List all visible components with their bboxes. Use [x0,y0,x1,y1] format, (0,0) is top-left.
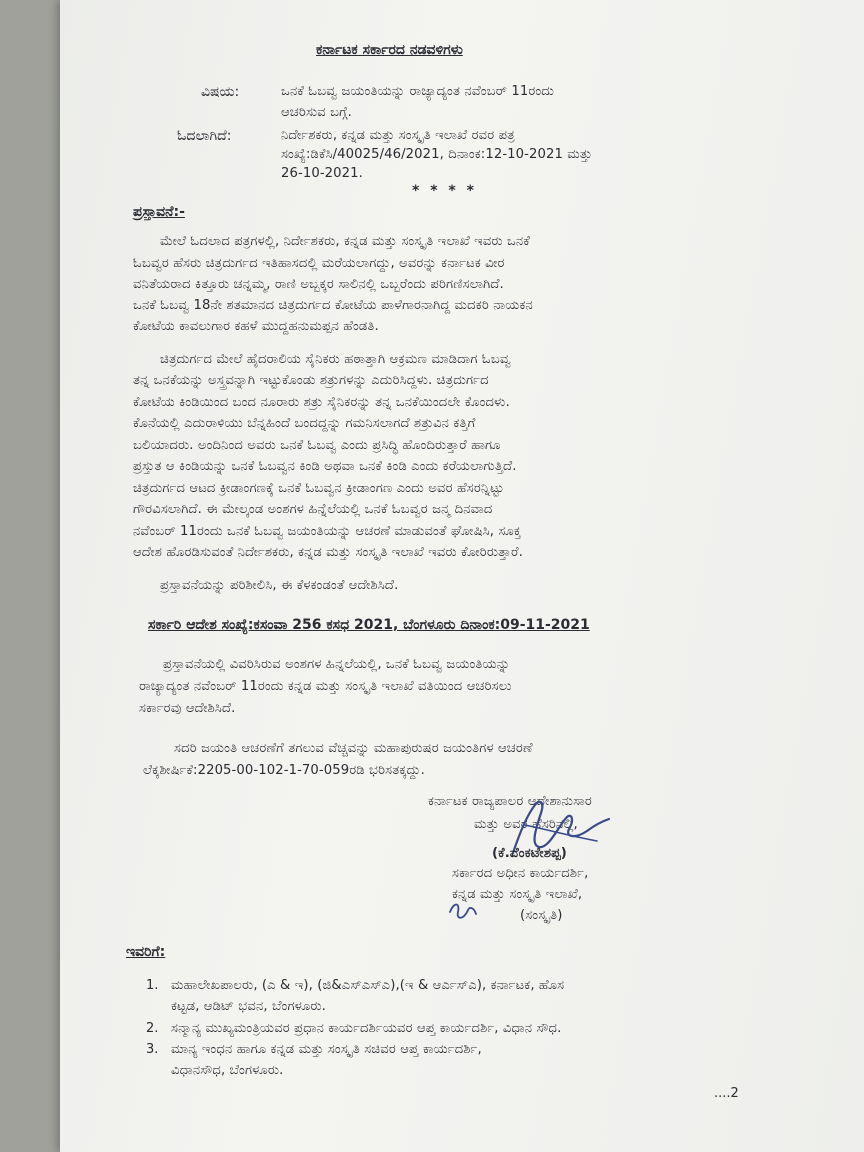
recipient-line: ಮಹಾಲೇಖಪಾಲರು, (ಎ & ಇ), (ಜಿ&ಎಸ್ಎಸ್ಎ),(ಇ & ಆರ್ಎಸ್ಎ), ಕರ್ನಾಟಕ, ಹೊಸ [171,978,565,993]
para1-line: ವನಿತೆಯರಾದ ಕಿತ್ತೂರು ಚನ್ನಮ್ಮ, ರಾಣಿ ಅಬ್ಬಕ್ಕರ ಸಾಲಿನಲ್ಲಿ ಒಬ್ಬರೆಂದು ಪರಿಗಣಿಸಲಾಗಿದೆ. [133,277,504,292]
para2-line: ಗೌರವಿಸಲಾಗಿದೆ. ಈ ಮೇಲ್ಕಂಡ ಅಂಶಗಳ ಹಿನ್ನೆಲೆಯಲ್ಲಿ ಒನಕೆ ಓಬವ್ವರ ಜನ್ಮ ದಿನವಾದ [133,502,493,517]
separator: * * * * [412,183,477,199]
signatory-designation: ಸರ್ಕಾರದ ಅಧೀನ ಕಾರ್ಯದರ್ಶಿ, [452,866,589,881]
signatory-name: (ಕೆ.ವೆಂಕಟೇಶಪ್ಪ) [492,846,567,861]
signatory-department: ಕನ್ನಡ ಮತ್ತು ಸಂಸ್ಕೃತಿ ಇಲಾಖೆ, [452,887,583,902]
signature-authority-line: ಕರ್ನಾಟಕ ರಾಜ್ಯಪಾಲರ ಆದೇಶಾನುಸಾರ [428,794,592,809]
reference-label: ಓದಲಾಗಿದೆ: [177,128,232,144]
reference-line: ನಿರ್ದೇಶಕರು, ಕನ್ನಡ ಮತ್ತು ಸಂಸ್ಕೃತಿ ಇಲಾಖೆ ರವರ ಪತ್ರ [281,128,515,143]
recipient-line: ಕಟ್ಟಡ, ಆಡಿಟ್ ಭವನ, ಬೆಂಗಳೂರು. [171,999,326,1014]
recipient-line: ಸನ್ಮಾನ್ಯ ಮುಖ್ಯಮಂತ್ರಿಯವರ ಪ್ರಧಾನ ಕಾರ್ಯದರ್ಶಿಯವರ ಆಪ್ತ ಕಾರ್ಯದರ್ಶಿ, ವಿಧಾನ ಸೌಧ. [171,1021,562,1036]
page-continuation: ....2 [714,1086,739,1101]
para1-line: ಮೇಲೆ ಓದಲಾದ ಪತ್ರಗಳಲ್ಲಿ, ನಿರ್ದೇಶಕರು, ಕನ್ನಡ ಮತ್ತು ಸಂಸ್ಕೃತಿ ಇಲಾಖೆ ಇವರು ಒನಕೆ [160,234,530,249]
recipients-heading: ಇವರಿಗೆ: [126,944,166,960]
para2-line: ಚಿತ್ರದುರ್ಗದ ಮೇಲೆ ಹೈದರಾಲಿಯ ಸೈನಿಕರು ಹಠಾತ್ತಾಗಿ ಆಕ್ರಮಣ ಮಾಡಿದಾಗ ಓಬವ್ವ [160,352,511,367]
recipient-line: ಮಾನ್ಯ ಇಂಧನ ಹಾಗೂ ಕನ್ನಡ ಮತ್ತು ಸಂಸ್ಕೃತಿ ಸಚಿವರ ಆಪ್ತ ಕಾರ್ಯದರ್ಶಿ, [171,1042,482,1057]
reference-line: 26-10-2021. [281,166,363,181]
order-para2-line: ಲೆಕ್ಕಶೀರ್ಷಿಕೆ:2205-00-102-1-70-059ರಡಿ ಭರಿಸತಕ್ಕದ್ದು. [143,763,425,778]
subject-line: ಒನಕೆ ಓಬವ್ವ ಜಯಂತಿಯನ್ನು ರಾಜ್ಯಾದ್ಯಂತ ನವೆಂಬರ್ 11ರಂದು [281,84,555,99]
subject-line: ಆಚರಿಸುವ ಬಗ್ಗೆ. [281,105,352,120]
preamble-heading: ಪ್ರಸ್ತಾವನೆ:- [133,204,185,220]
para2-line: ತನ್ನ ಒನಕೆಯನ್ನು ಅಸ್ತ್ರವನ್ನಾಗಿ ಇಟ್ಟುಕೊಂಡು ಶತ್ರುಗಳನ್ನು ಎದುರಿಸಿದ್ದಳು. ಚಿತ್ರದುರ್ಗದ [133,373,489,388]
para3: ಪ್ರಸ್ತಾವನೆಯನ್ನು ಪರಿಶೀಲಿಸಿ, ಈ ಕೆಳಕಂಡಂತೆ ಆದೇಶಿಸಿದೆ. [160,578,399,593]
initials-scribble [446,898,482,924]
para2-line: ಚಿತ್ರದುರ್ಗದ ಆಟದ ಕ್ರೀಡಾಂಗಣಕ್ಕೆ ಒನಕೆ ಓಬವ್ವನ ಕ್ರೀಡಾಂಗಣ ಎಂದು ಅವರ ಹೆಸರನ್ನಿಟ್ಟು [133,481,504,496]
order-para1-line: ಪ್ರಸ್ತಾವನೆಯಲ್ಲಿ ವಿವರಿಸಿರುವ ಅಂಶಗಳ ಹಿನ್ನಲೆಯಲ್ಲಿ, ಒನಕೆ ಓಬವ್ವ ಜಯಂತಿಯನ್ನು [163,657,511,672]
recipient-number: 1. [146,978,159,993]
order-para1-line: ಸರ್ಕಾರವು ಆದೇಶಿಸಿದೆ. [139,701,236,716]
recipient-line: ವಿಧಾನಸೌಧ, ಬೆಂಗಳೂರು. [171,1063,284,1078]
para1-line: ಕೋಟೆಯ ಕಾವಲುಗಾರ ಕಹಳೆ ಮುದ್ದಹನುಮಪ್ಪನ ಹೆಂಡತಿ. [133,319,379,334]
para1-line: ಒನಕೆ ಓಬವ್ವ 18ನೇ ಶತಮಾನದ ಚಿತ್ರದುರ್ಗದ ಕೋಟೆಯ ಪಾಳೆಗಾರನಾಗಿದ್ದ ಮದಕರಿ ನಾಯಕನ [133,298,533,313]
reference-line: ಸಂಖ್ಯೆ:ಡಿಕೆಸಿ/40025/46/2021, ದಿನಾಂಕ:12-10-2021 ಮತ್ತು [281,147,593,162]
para2-line: ಕೊನೆಯಲ್ಲಿ ಎದುರಾಳಿಯು ಬೆನ್ನಹಿಂದೆ ಬಂದದ್ದನ್ನು ಗಮನಿಸಲಾಗದೆ ಶತ್ರುವಿನ ಕತ್ತಿಗೆ [133,416,476,431]
para2-line: ನವೆಂಬರ್ 11ರಂದು ಒನಕೆ ಓಬವ್ವ ಜಯಂತಿಯನ್ನು ಆಚರಣೆ ಮಾಡುವಂತೆ ಘೋಷಿಸಿ, ಸೂಕ್ತ [133,524,521,539]
order-para2-line: ಸದರಿ ಜಯಂತಿ ಆಚರಣೆಗೆ ತಗಲುವ ವೆಚ್ಚವನ್ನು ಮಹಾಪುರುಷರ ಜಯಂತಿಗಳ ಆಚರಣೆ [174,741,533,756]
recipient-number: 2. [146,1021,159,1036]
para2-line: ಬಲಿಯಾದರು. ಅಂದಿನಿಂದ ಅವರು ಒನಕೆ ಓಬವ್ವ ಎಂದು ಪ್ರಸಿದ್ಧಿ ಹೊಂದಿರುತ್ತಾರೆ ಹಾಗೂ [133,438,501,453]
para2-line: ಪ್ರಸ್ತುತ ಆ ಕಿಂಡಿಯನ್ನು ಒನಕೆ ಓಬವ್ವನ ಕಿಂಡಿ ಅಥವಾ ಒನಕೆ ಕಿಂಡಿ ಎಂದು ಕರೆಯಲಾಗುತ್ತಿದೆ. [133,459,517,474]
para2-line: ಆದೇಶ ಹೊರಡಿಸುವಂತೆ ನಿರ್ದೇಶಕರು, ಕನ್ನಡ ಮತ್ತು ಸಂಸ್ಕೃತಿ ಇಲಾಖೆ ಇವರು ಕೋರಿರುತ್ತಾರೆ. [133,545,523,560]
para1-line: ಓಬವ್ವರ ಹೆಸರು ಚಿತ್ರದುರ್ಗದ ಇತಿಹಾಸದಲ್ಲಿ ಮರೆಯಲಾಗದ್ದು, ಅವರನ್ನು ಕರ್ನಾಟಕ ವೀರ [133,256,505,271]
recipient-number: 3. [146,1042,159,1057]
signatory-section: (ಸಂಸ್ಕೃತಿ) [520,908,563,923]
document-title: ಕರ್ನಾಟಕ ಸರ್ಕಾರದ ನಡವಳಿಗಳು [316,42,463,58]
order-heading: ಸರ್ಕಾರಿ ಆದೇಶ ಸಂಖ್ಯೆ:ಕಸಂವಾ 256 ಕಸಧ 2021, ಬೆಂಗಳೂರು ದಿನಾಂಕ:09-11-2021 [148,617,590,633]
subject-label: ವಿಷಯ: [201,84,240,100]
signature-authority-line: ಮತ್ತು ಅವರ ಹೆಸರಿನಲ್ಲಿ, [474,817,578,832]
para2-line: ಕೋಟೆಯ ಕಿಂಡಿಯಿಂದ ಬಂದ ನೂರಾರು ಶತ್ರು ಸೈನಿಕರನ್ನು ತನ್ನ ಒನಕೆಯಿಂದಲೇ ಕೊಂದಳು. [133,395,510,410]
order-para1-line: ರಾಜ್ಯಾದ್ಯಂತ ನವೆಂಬರ್ 11ರಂದು ಕನ್ನಡ ಮತ್ತು ಸಂಸ್ಕೃತಿ ಇಲಾಖೆ ವತಿಯಿಂದ ಆಚರಿಸಲು [139,679,512,694]
